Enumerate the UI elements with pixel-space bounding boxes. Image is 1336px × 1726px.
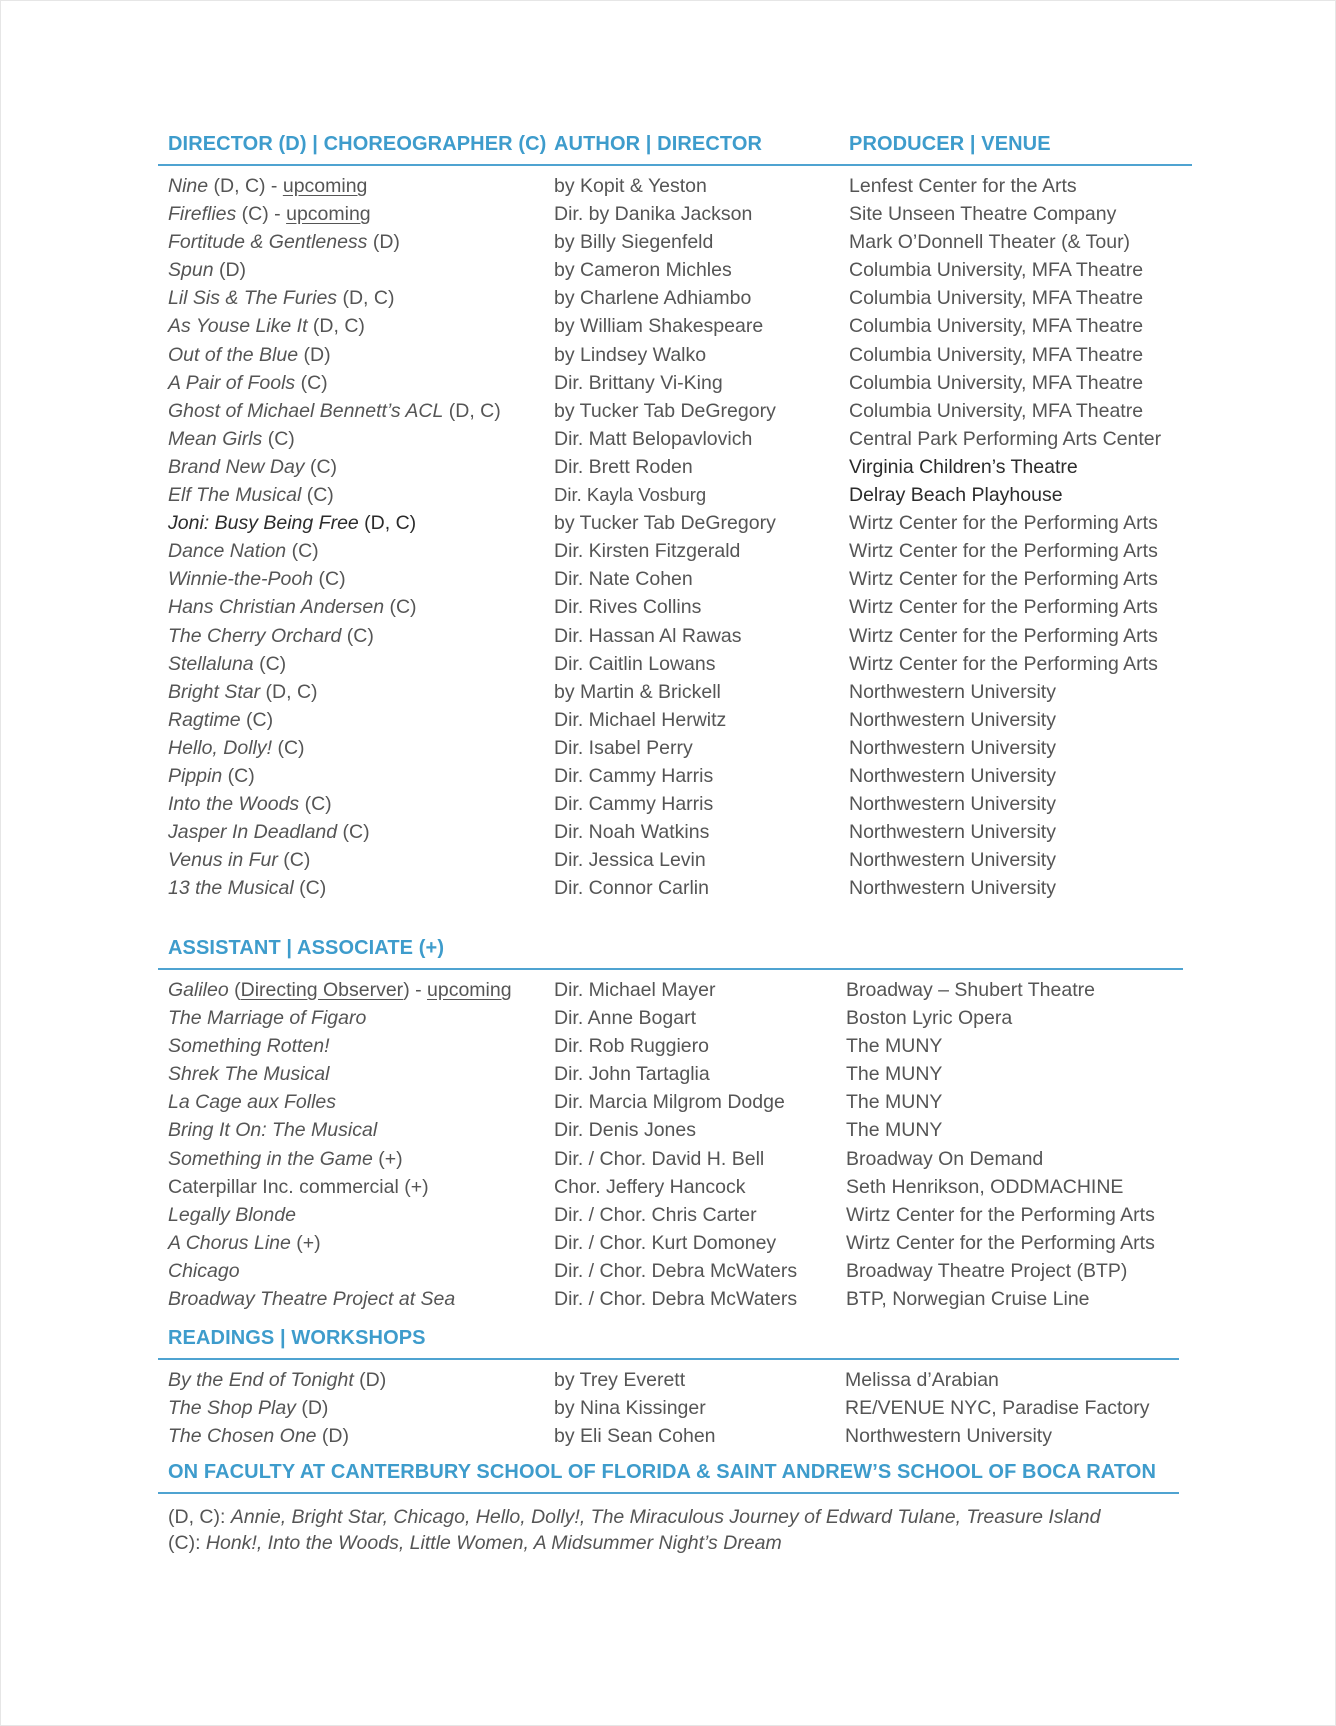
credit-cell [168,537,319,565]
credit-row [158,1032,1183,1060]
credit-role: (C) [262,427,295,450]
credit-cell [168,818,370,846]
author-cell: by Charlene Adhiambo [554,287,752,310]
show-title: Jasper In Deadland [168,821,338,844]
author-cell: by Eli Sean Cohen [554,1425,716,1448]
credit-cell [168,1257,240,1285]
credit-cell [168,200,371,228]
assistant-section-header [158,928,1183,970]
credit-row [158,369,1192,397]
show-title: The Chosen One [168,1425,317,1448]
credit-row [158,453,1192,481]
venue-cell: Columbia University, MFA Theatre [849,315,1144,338]
credit-cell [168,284,394,312]
credit-cell [168,874,326,902]
faculty-lines [158,1494,1179,1556]
credit-cell [168,976,512,1004]
venue-cell: Site Unseen Theatre Company [849,203,1117,226]
credit-row [158,976,1183,1004]
credit-cell [168,228,400,256]
credit-cell [168,509,416,537]
show-title: Chicago [168,1259,240,1282]
author-cell: by William Shakespeare [554,315,764,338]
venue-cell: Wirtz Center for the Performing Arts [849,652,1158,675]
credit-row [158,172,1192,200]
author-cell: Dir. Kayla Vosburg [554,484,707,506]
credit-row [158,1116,1183,1144]
author-cell: by Martin & Brickell [554,680,721,703]
assistant-associate-heading: ASSISTANT | ASSOCIATE (+) [168,937,445,959]
venue-cell: Columbia University, MFA Theatre [849,371,1144,394]
credit-row [158,706,1192,734]
credit-row [158,1422,1179,1450]
credit-row [158,818,1192,846]
credit-row [158,509,1192,537]
venue-cell: Columbia University, MFA Theatre [849,287,1144,310]
show-title: A Chorus Line [168,1231,291,1254]
credit-cell [168,1060,329,1088]
credit-role: (C) [341,624,374,647]
show-title: Something in the Game [168,1147,373,1170]
show-title: Broadway Theatre Project at Sea [168,1288,456,1311]
venue-cell: Broadway On Demand [846,1147,1044,1170]
venue-cell: Northwestern University [849,736,1056,759]
credit-role: (D, C) [337,287,395,310]
credit-cell [168,762,255,790]
credit-row [158,228,1192,256]
credit-row [158,1173,1183,1201]
show-title: The Cherry Orchard [168,624,342,647]
show-title: Mean Girls [168,427,263,450]
credit-cell [168,1116,377,1144]
director-section-header [158,124,1192,166]
author-cell: Dir. Rives Collins [554,596,702,619]
show-title: Fireflies [168,203,237,226]
credit-cell [168,790,332,818]
author-cell: Dir. Michael Mayer [554,979,716,1001]
venue-cell: Boston Lyric Opera [846,1007,1013,1030]
show-title: La Cage aux Folles [168,1091,337,1114]
credit-role: (C) [295,371,328,394]
credit-role: (C) [222,764,255,787]
venue-cell: Northwestern University [845,1425,1052,1448]
credit-row [158,1060,1183,1088]
show-title: Bring It On: The Musical [168,1119,378,1142]
faculty-role: (D, C): [168,1506,231,1528]
venue-cell: Wirtz Center for the Performing Arts [849,512,1158,535]
credit-row [158,537,1192,565]
author-cell: Dir. Hassan Al Rawas [554,624,742,647]
credit-role: (C) - [236,203,287,226]
credit-row [158,846,1192,874]
credit-row [158,481,1192,509]
venue-cell: RE/VENUE NYC, Paradise Factory [845,1397,1150,1420]
credit-cell [168,1004,366,1032]
author-cell: Dir. / Chor. David H. Bell [554,1147,765,1170]
author-cell: Dir. Noah Watkins [554,821,710,844]
author-cell: Dir. Cammy Harris [554,764,714,787]
credit-cell [168,172,367,200]
author-cell: Dir. Michael Herwitz [554,708,727,731]
author-cell: Dir. by Danika Jackson [554,203,753,226]
show-title: Hello, Dolly! [168,736,273,759]
venue-cell: Wirtz Center for the Performing Arts [849,568,1158,591]
credit-row [158,1145,1183,1173]
credit-cell [168,1201,296,1229]
credit-cell [168,734,305,762]
credit-row [158,1285,1183,1313]
credit-row [158,1366,1179,1394]
credit-cell [168,481,334,509]
show-title: The Shop Play [168,1397,296,1420]
credit-cell [168,341,331,369]
show-title: Nine [168,175,209,197]
credit-cell [168,593,417,621]
credit-role: (+) [290,1231,321,1254]
venue-cell: Northwestern University [849,793,1056,816]
show-title: Venus in Fur [168,849,278,872]
credit-row [158,1257,1183,1285]
venue-cell: Columbia University, MFA Theatre [849,259,1144,282]
faculty-shows: Honk!, Into the Woods, Little Women, A Midsummer Night’s Dream [205,1532,782,1554]
credit-row [158,650,1192,678]
author-cell: Dir. Brittany Vi-King [554,371,723,394]
faculty-line [168,1530,1179,1556]
author-cell: Dir. Jessica Levin [554,849,706,872]
author-cell: Dir. Isabel Perry [554,736,693,759]
credit-paren: ) - [403,979,428,1001]
show-title: As Youse Like It [168,315,308,338]
credit-role: (C) [301,484,334,507]
faculty-heading: ON FACULTY AT CANTERBURY SCHOOL OF FLORIDA & SAINT ANDREW’S SCHOOL OF BOCA RATON [168,1461,1156,1483]
credit-row [158,1229,1183,1257]
author-cell: by Tucker Tab DeGregory [554,399,776,422]
venue-cell: Central Park Performing Arts Center [849,427,1162,450]
venue-cell: Broadway Theatre Project (BTP) [846,1259,1128,1282]
show-title: Shrek The Musical [168,1063,330,1086]
credit-role: (C) [286,540,319,563]
faculty-line [168,1504,1179,1530]
venue-cell: Delray Beach Playhouse [849,484,1063,507]
author-cell: Dir. Cammy Harris [554,793,714,816]
credit-row [158,762,1192,790]
director-section [158,124,1192,902]
assistant-section [158,928,1183,1313]
credit-paren: ( [228,979,241,1001]
author-cell: Chor. Jeffery Hancock [554,1175,746,1198]
show-title: Stellaluna [168,652,254,675]
credit-row [158,312,1192,340]
show-title: 13 the Musical [168,877,294,900]
credit-cell [168,650,286,678]
credit-row [158,593,1192,621]
upcoming-note: upcoming [286,203,371,226]
author-cell: Dir. Anne Bogart [554,1007,697,1030]
credit-cell [168,397,501,425]
venue-cell: Wirtz Center for the Performing Arts [846,1231,1155,1254]
venue-cell: Broadway – Shubert Theatre [846,979,1095,1001]
credit-row [158,425,1192,453]
credit-cell [168,1145,403,1173]
credit-role: (+) [372,1147,403,1170]
show-title: Joni: Busy Being Free [168,512,359,535]
venue-cell: Mark O’Donnell Theater (& Tour) [849,231,1131,254]
show-title: The Marriage of Figaro [168,1007,367,1030]
author-cell: Dir. / Chor. Debra McWaters [554,1288,798,1311]
author-cell: by Trey Everett [554,1369,686,1391]
credit-role: (D, C) [307,315,365,338]
author-cell: Dir. Rob Ruggiero [554,1035,709,1058]
venue-cell: Virginia Children’s Theatre [849,455,1078,478]
credit-role: (C) [384,596,417,619]
credit-cell [168,1366,386,1394]
credit-cell [168,425,295,453]
credit-role: (C) [299,793,332,816]
credit-row [158,622,1192,650]
upcoming-note: upcoming [427,979,512,1001]
credit-cell [168,369,328,397]
credit-role: (D, C) [358,512,417,535]
author-cell: Dir. John Tartaglia [554,1063,710,1086]
credit-cell [168,1229,321,1257]
show-title: Fortitude & Gentleness [168,231,368,254]
credit-row [158,874,1192,902]
show-title: Brand New Day [168,455,305,478]
faculty-section-header [158,1452,1179,1494]
credit-role: (D, C) [260,680,318,703]
credit-cell [168,706,273,734]
venue-cell: The MUNY [846,1091,943,1114]
author-cell: Dir. Connor Carlin [554,877,709,900]
show-title: By the End of Tonight [168,1369,354,1391]
credit-role: (D) [353,1369,387,1391]
credit-cell [168,1285,455,1313]
credit-cell [168,1422,349,1450]
credit-row [158,678,1192,706]
show-title: Legally Blonde [168,1203,296,1226]
venue-cell: Columbia University, MFA Theatre [849,399,1144,422]
venue-cell: Northwestern University [849,849,1056,872]
credit-cell [168,565,346,593]
directing-observer-note: Directing Observer [240,979,404,1001]
readings-section-header [158,1318,1179,1360]
venue-cell: Wirtz Center for the Performing Arts [849,624,1158,647]
venue-cell: Northwestern University [849,764,1056,787]
author-cell: Dir. Kirsten Fitzgerald [554,540,741,563]
venue-cell: Northwestern University [849,877,1056,900]
credit-row [158,1004,1183,1032]
show-title: Pippin [168,764,223,787]
credit-row [158,1394,1179,1422]
credit-row [158,284,1192,312]
show-title: Spun [168,259,214,282]
credit-cell [168,678,318,706]
credit-row [158,1201,1183,1229]
credit-row [158,790,1192,818]
author-director-heading: AUTHOR | DIRECTOR [554,133,763,155]
author-cell: Dir. Denis Jones [554,1119,696,1142]
credit-cell [168,1032,330,1060]
credit-cell [168,1088,336,1116]
author-cell: by Lindsey Walko [554,343,707,366]
credit-role: (D) [213,259,247,282]
credit-cell [168,312,365,340]
venue-cell: Wirtz Center for the Performing Arts [849,540,1158,563]
venue-cell: Columbia University, MFA Theatre [849,343,1144,366]
faculty-shows: Annie, Bright Star, Chicago, Hello, Dolly!, The Miraculous Journey of Edward Tulane, Treasure Island [230,1506,1101,1528]
credit-cell: Caterpillar Inc. commercial (+) [168,1175,429,1198]
credit-role: (C) [272,736,305,759]
show-title: Galileo [168,979,229,1001]
readings-workshops-heading: READINGS | WORKSHOPS [168,1327,426,1349]
author-cell: Dir. / Chor. Kurt Domoney [554,1231,777,1254]
venue-cell: Melissa d’Arabian [845,1369,999,1391]
credit-cell [168,1394,328,1422]
venue-cell: Northwestern University [849,708,1056,731]
credit-role: (D, C) - [208,175,283,197]
author-cell: Dir. Matt Belopavlovich [554,427,753,450]
venue-cell: The MUNY [846,1063,943,1086]
venue-cell: The MUNY [846,1035,943,1058]
show-title: Lil Sis & The Furies [168,287,338,310]
author-cell: Dir. Marcia Milgrom Dodge [554,1091,785,1114]
author-cell: Dir. / Chor. Debra McWaters [554,1259,798,1282]
show-title: Into the Woods [168,793,300,816]
show-title: Hans Christian Andersen [168,596,385,619]
author-cell: Dir. Brett Roden [554,455,693,478]
author-cell: Dir. / Chor. Chris Carter [554,1203,757,1226]
author-cell: by Tucker Tab DeGregory [554,512,776,535]
show-title: Winnie-the-Pooh [168,568,314,591]
venue-cell: Seth Henrikson, ODDMACHINE [846,1175,1124,1198]
author-cell: by Billy Siegenfeld [554,231,714,254]
venue-cell: Northwestern University [849,680,1056,703]
credit-role: (C) [253,652,287,675]
show-title: Out of the Blue [168,343,299,366]
show-title: Something Rotten! [168,1035,330,1058]
credit-row [158,256,1192,284]
credit-cell [168,453,337,481]
upcoming-note: upcoming [282,175,368,197]
readings-list [158,1360,1179,1450]
show-title: Elf The Musical [168,484,302,507]
author-cell: by Nina Kissinger [554,1397,706,1420]
venue-cell: Wirtz Center for the Performing Arts [846,1203,1155,1226]
credit-cell [168,622,374,650]
assistant-list [158,970,1183,1313]
show-title: A Pair of Fools [168,371,296,394]
credit-role: (C) [240,708,274,731]
credit-role: (C) [293,877,327,900]
credit-role: (D, C) [443,399,501,422]
author-cell: by Kopit & Yeston [554,175,707,197]
credit-role: (C) [304,455,338,478]
author-cell: Dir. Caitlin Lowans [554,652,716,675]
show-title: Ghost of Michael Bennett’s ACL [168,399,444,422]
faculty-role: (C): [168,1532,206,1554]
show-title: Dance Nation [168,540,287,563]
readings-section [158,1318,1179,1450]
credit-row [158,397,1192,425]
credit-row [158,341,1192,369]
credit-role: (D) [295,1397,329,1420]
venue-cell: The MUNY [846,1119,943,1142]
venue-cell: Northwestern University [849,821,1056,844]
credit-cell [168,846,310,874]
venue-cell: Wirtz Center for the Performing Arts [849,596,1158,619]
faculty-section [158,1452,1179,1556]
credit-role: (C) [313,568,346,591]
credit-role: (C) [277,849,311,872]
venue-cell: Lenfest Center for the Arts [849,175,1077,197]
credit-row [158,200,1192,228]
credit-row [158,565,1192,593]
show-title: Ragtime [168,708,241,731]
credit-cell [168,256,246,284]
venue-cell: BTP, Norwegian Cruise Line [846,1288,1090,1311]
credit-role: (D) [316,1425,350,1448]
credit-role: (D) [367,231,400,254]
credit-row [158,1088,1183,1116]
director-choreographer-heading: DIRECTOR (D) | CHOREOGRAPHER (C) [168,133,547,155]
show-title: Bright Star [168,680,261,703]
director-list [158,166,1192,902]
credit-role: (D) [298,343,331,366]
producer-venue-heading: PRODUCER | VENUE [849,133,1051,155]
author-cell: Dir. Nate Cohen [554,568,693,591]
author-cell: by Cameron Michles [554,259,732,282]
credit-row [158,734,1192,762]
credit-role: (C) [337,821,370,844]
